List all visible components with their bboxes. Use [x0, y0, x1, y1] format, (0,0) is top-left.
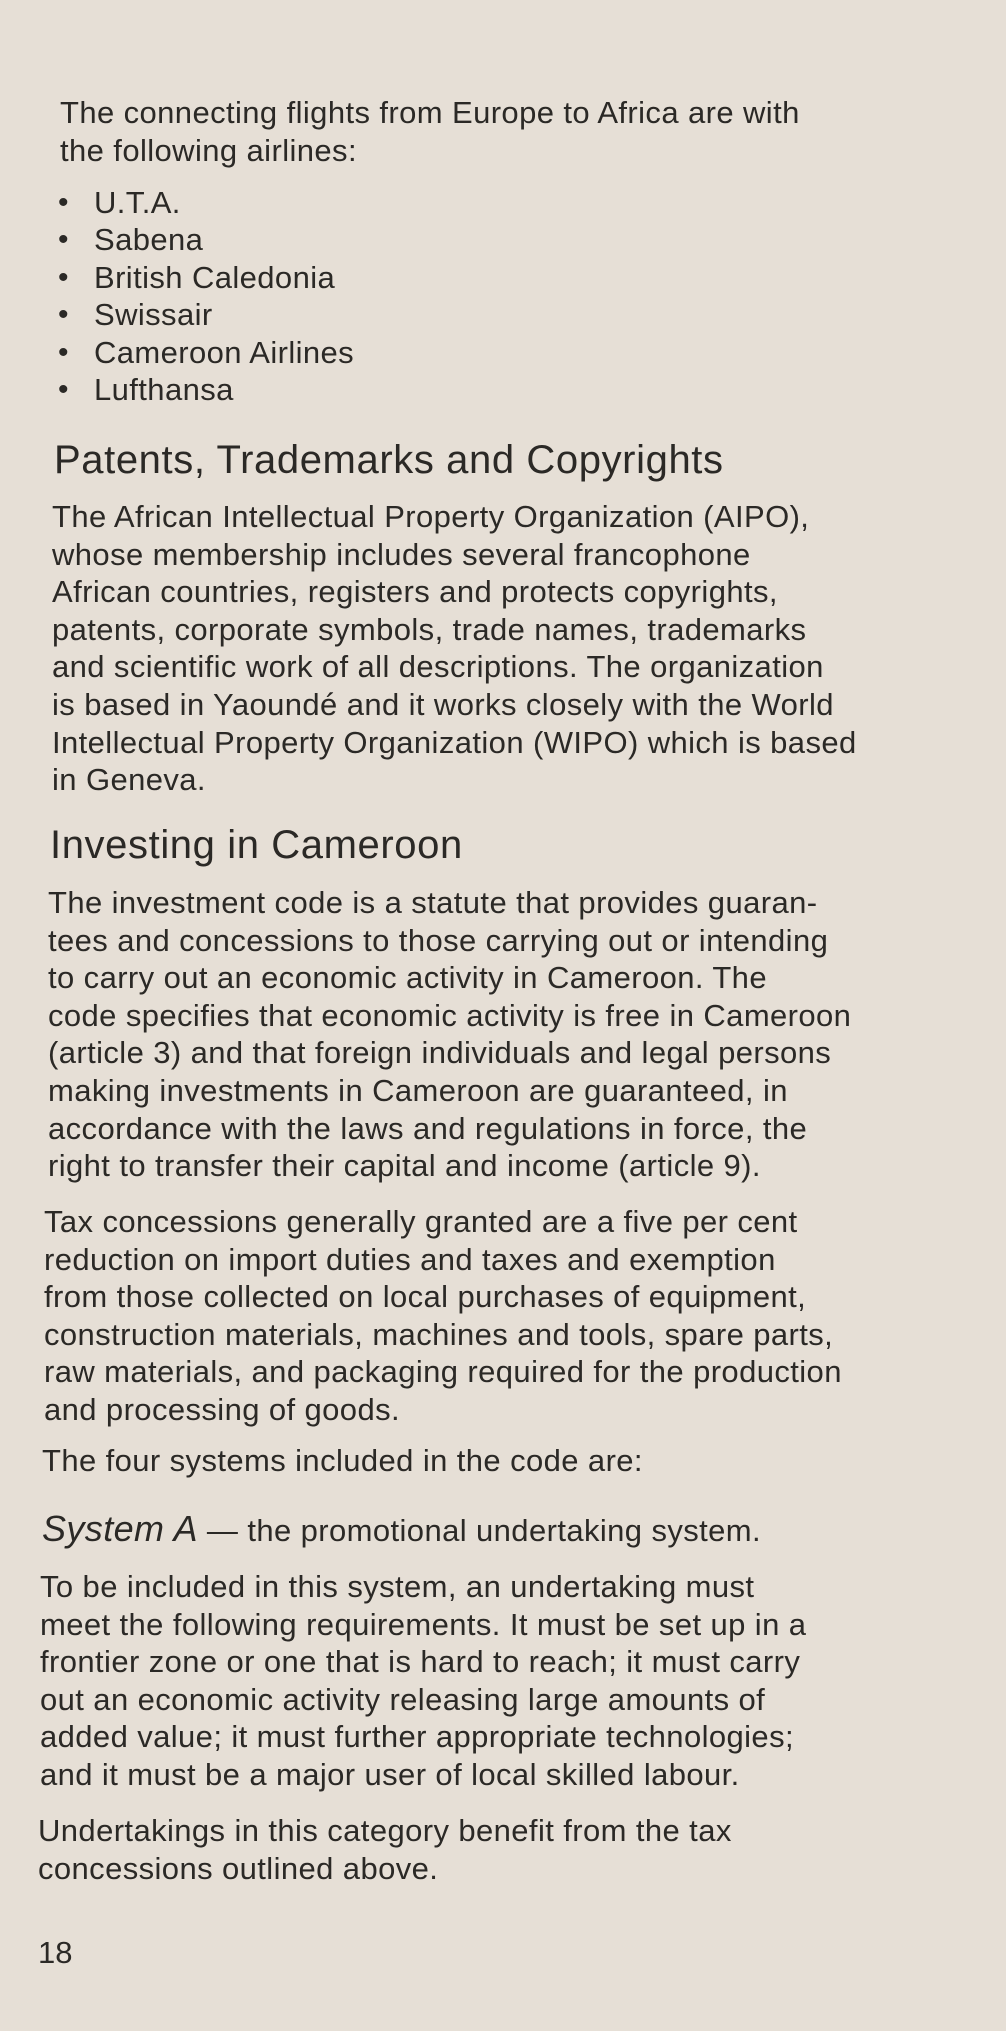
tax-concessions-paragraph: Tax concessions generally granted are a five per cent reduction on import duties and taxes and exemption from those collected on local purchases of equipment, construction materials, machines and tools, spare parts, raw materials, and packaging required for the production and processing of goods.	[44, 1204, 842, 1427]
list-item: • Cameroon Airlines	[58, 334, 354, 371]
airline-list	[58, 184, 354, 408]
system-a-heading	[42, 1510, 761, 1550]
list-item: • British Caledonia	[58, 259, 354, 296]
page-number: 18	[38, 1935, 73, 1970]
section-heading-investing: Investing in Cameroon	[50, 823, 463, 867]
system-a-label: System A	[42, 1508, 198, 1549]
investment-code-paragraph: The investment code is a statute that provides guaran- tees and concessions to those carrying out or intending to carry out an economic activity in Cameroon. The code specifies that economic activity is free in Cameroon (article 3) and that foreign individuals and legal persons making investments in Cameroon are guaranteed, in accordance with the laws and regulations in force, the right to transfer their capital and income (article 9).	[48, 885, 852, 1184]
intro-paragraph: The connecting flights from Europe to Africa are with the following airlines:	[60, 95, 800, 168]
requirements-paragraph: To be included in this system, an undertaking must meet the following requirements. It must be set up in a frontier zone or one that is hard to reach; it must carry out an economic activity releasing large amounts of added value; it must further appropriate technologies; and it must be a major user of local skilled labour.	[40, 1569, 807, 1792]
list-item: • Sabena	[58, 221, 354, 258]
patents-paragraph: The African Intellectual Property Organization (AIPO), whose membership includes several francophone African countries, registers and protects copyrights, patents, corporate symbols, trade names, trademarks and scientific work of all descriptions. The organization is based in Yaoundé and it works closely with the World Intellectual Property Organization (WIPO) which is based in Geneva.	[52, 499, 857, 798]
list-item: • U.T.A.	[58, 184, 354, 221]
system-a-description: — the promotional undertaking system.	[197, 1513, 762, 1548]
list-item: • Lufthansa	[58, 371, 354, 408]
section-heading-patents: Patents, Trademarks and Copyrights	[54, 438, 724, 482]
benefits-paragraph: Undertakings in this category benefit from the tax concessions outlined above.	[38, 1813, 732, 1886]
list-item: • Swissair	[58, 296, 354, 333]
systems-intro-paragraph: The four systems included in the code are:	[42, 1443, 643, 1478]
